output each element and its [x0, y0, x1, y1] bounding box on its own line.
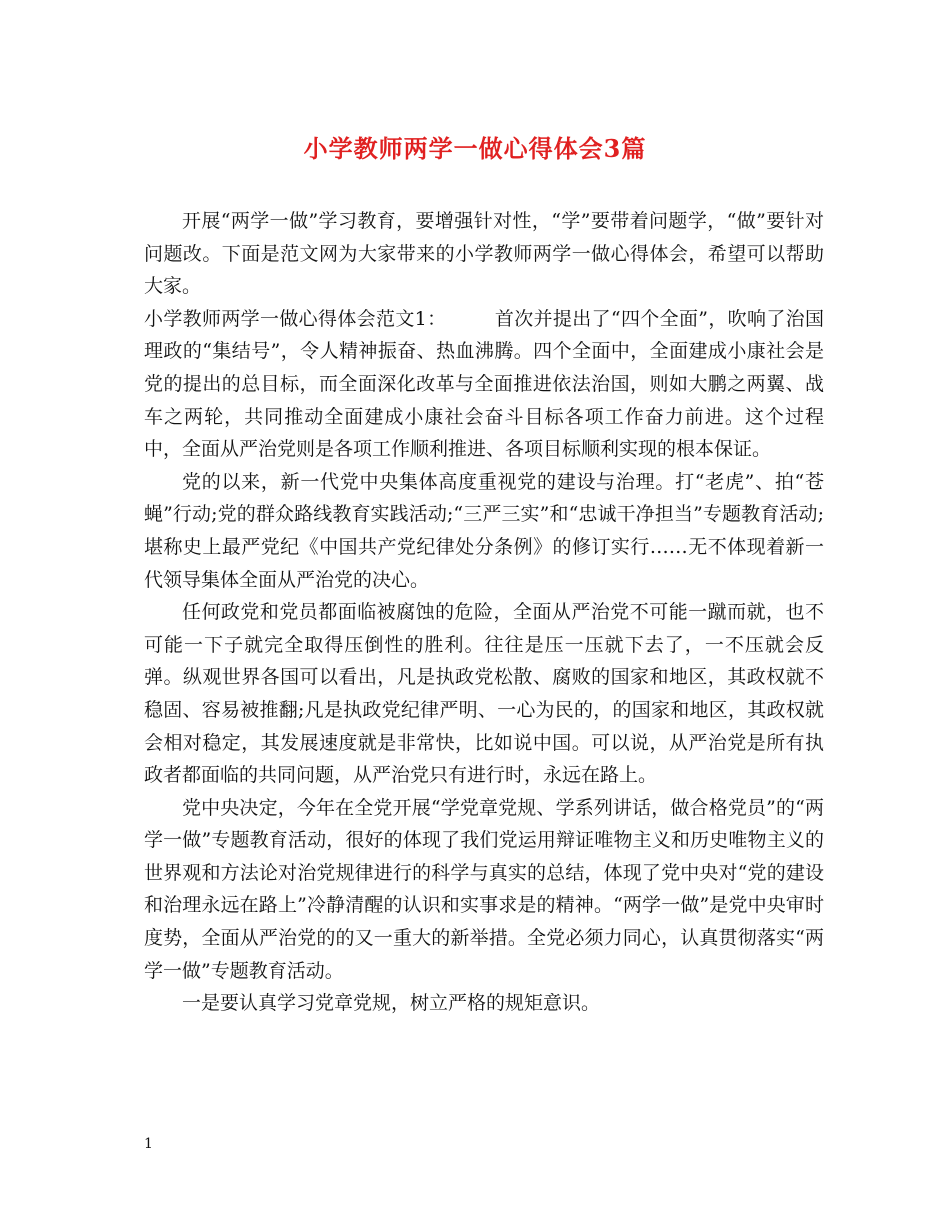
essay-1-paragraph-4: 党中央决定，今年在全党开展“学党章党规、学系列讲话，做合格党员”的“两学一做”专题教育活动，很好的体现了我们党运用辩证唯物主义和历史唯物主义的世界观和方法论对治党规律进行的科学与真实的总结，体现了党中央对“党的建设和治理永远在路上”冷静清醒的认识和实事求是的精神。“两学一做”是党中央审时度势，全面从严治党的的又一重大的新举措。全党必须力同心，认真贯彻落实“两学一做”专题教育活动。	[144, 796, 824, 982]
page-number: 1	[144, 1136, 153, 1152]
essay-1-paragraph-5: 一是要认真学习党章党规，树立严格的规矩意识。	[182, 992, 601, 1015]
essay-1-paragraph-2: 党的以来，新一代党中央集体高度重视党的建设与治理。打“老虎”、拍“苍蝇”行动;党的群众路线教育实践活动;“三严三实”和“忠诚干净担当”专题教育活动;堪称史上最严党纪《中国共产党纪律处分条例》的修订实行……无不体现着新一代领导集体全面从严治党的决心。	[144, 470, 824, 591]
document-body	[144, 205, 824, 1020]
essay-1-paragraph-1: 小学教师两学一做心得体会范文1： 首次并提出了“四个全面”，吹响了治国理政的“集结号”，令人精神振奋、热血沸腾。四个全面中，全面建成小康社会是党的提出的总目标，而全面深化改革与全面推进依法治国，则如大鹏之两翼、战车之两轮，共同推动全面建成小康社会奋斗目标各项工作奋力前进。这个过程中，全面从严治党则是各项工作顺利推进、各项目标顺利实现的根本保证。	[144, 307, 824, 461]
intro-paragraph: 开展“两学一做”学习教育，要增强针对性，“学”要带着问题学，“做”要针对问题改。下面是范文网为大家带来的小学教师两学一做心得体会，希望可以帮助大家。	[144, 210, 824, 298]
essay-1-paragraph-3: 任何政党和党员都面临被腐蚀的危险，全面从严治党不可能一蹴而就，也不可能一下子就完全取得压倒性的胜利。往往是压一压就下去了，一不压就会反弹。纵观世界各国可以看出，凡是执政党松散、腐败的国家和地区，其政权就不稳固、容易被推翻;凡是执政党纪律严明、一心为民的，的国家和地区，其政权就会相对稳定，其发展速度就是非常快，比如说中国。可以说，从严治党是所有执政者都面临的共同问题，从严治党只有进行时，永远在路上。	[144, 601, 824, 787]
document-title: 小学教师两学一做心得体会3篇	[303, 134, 647, 163]
